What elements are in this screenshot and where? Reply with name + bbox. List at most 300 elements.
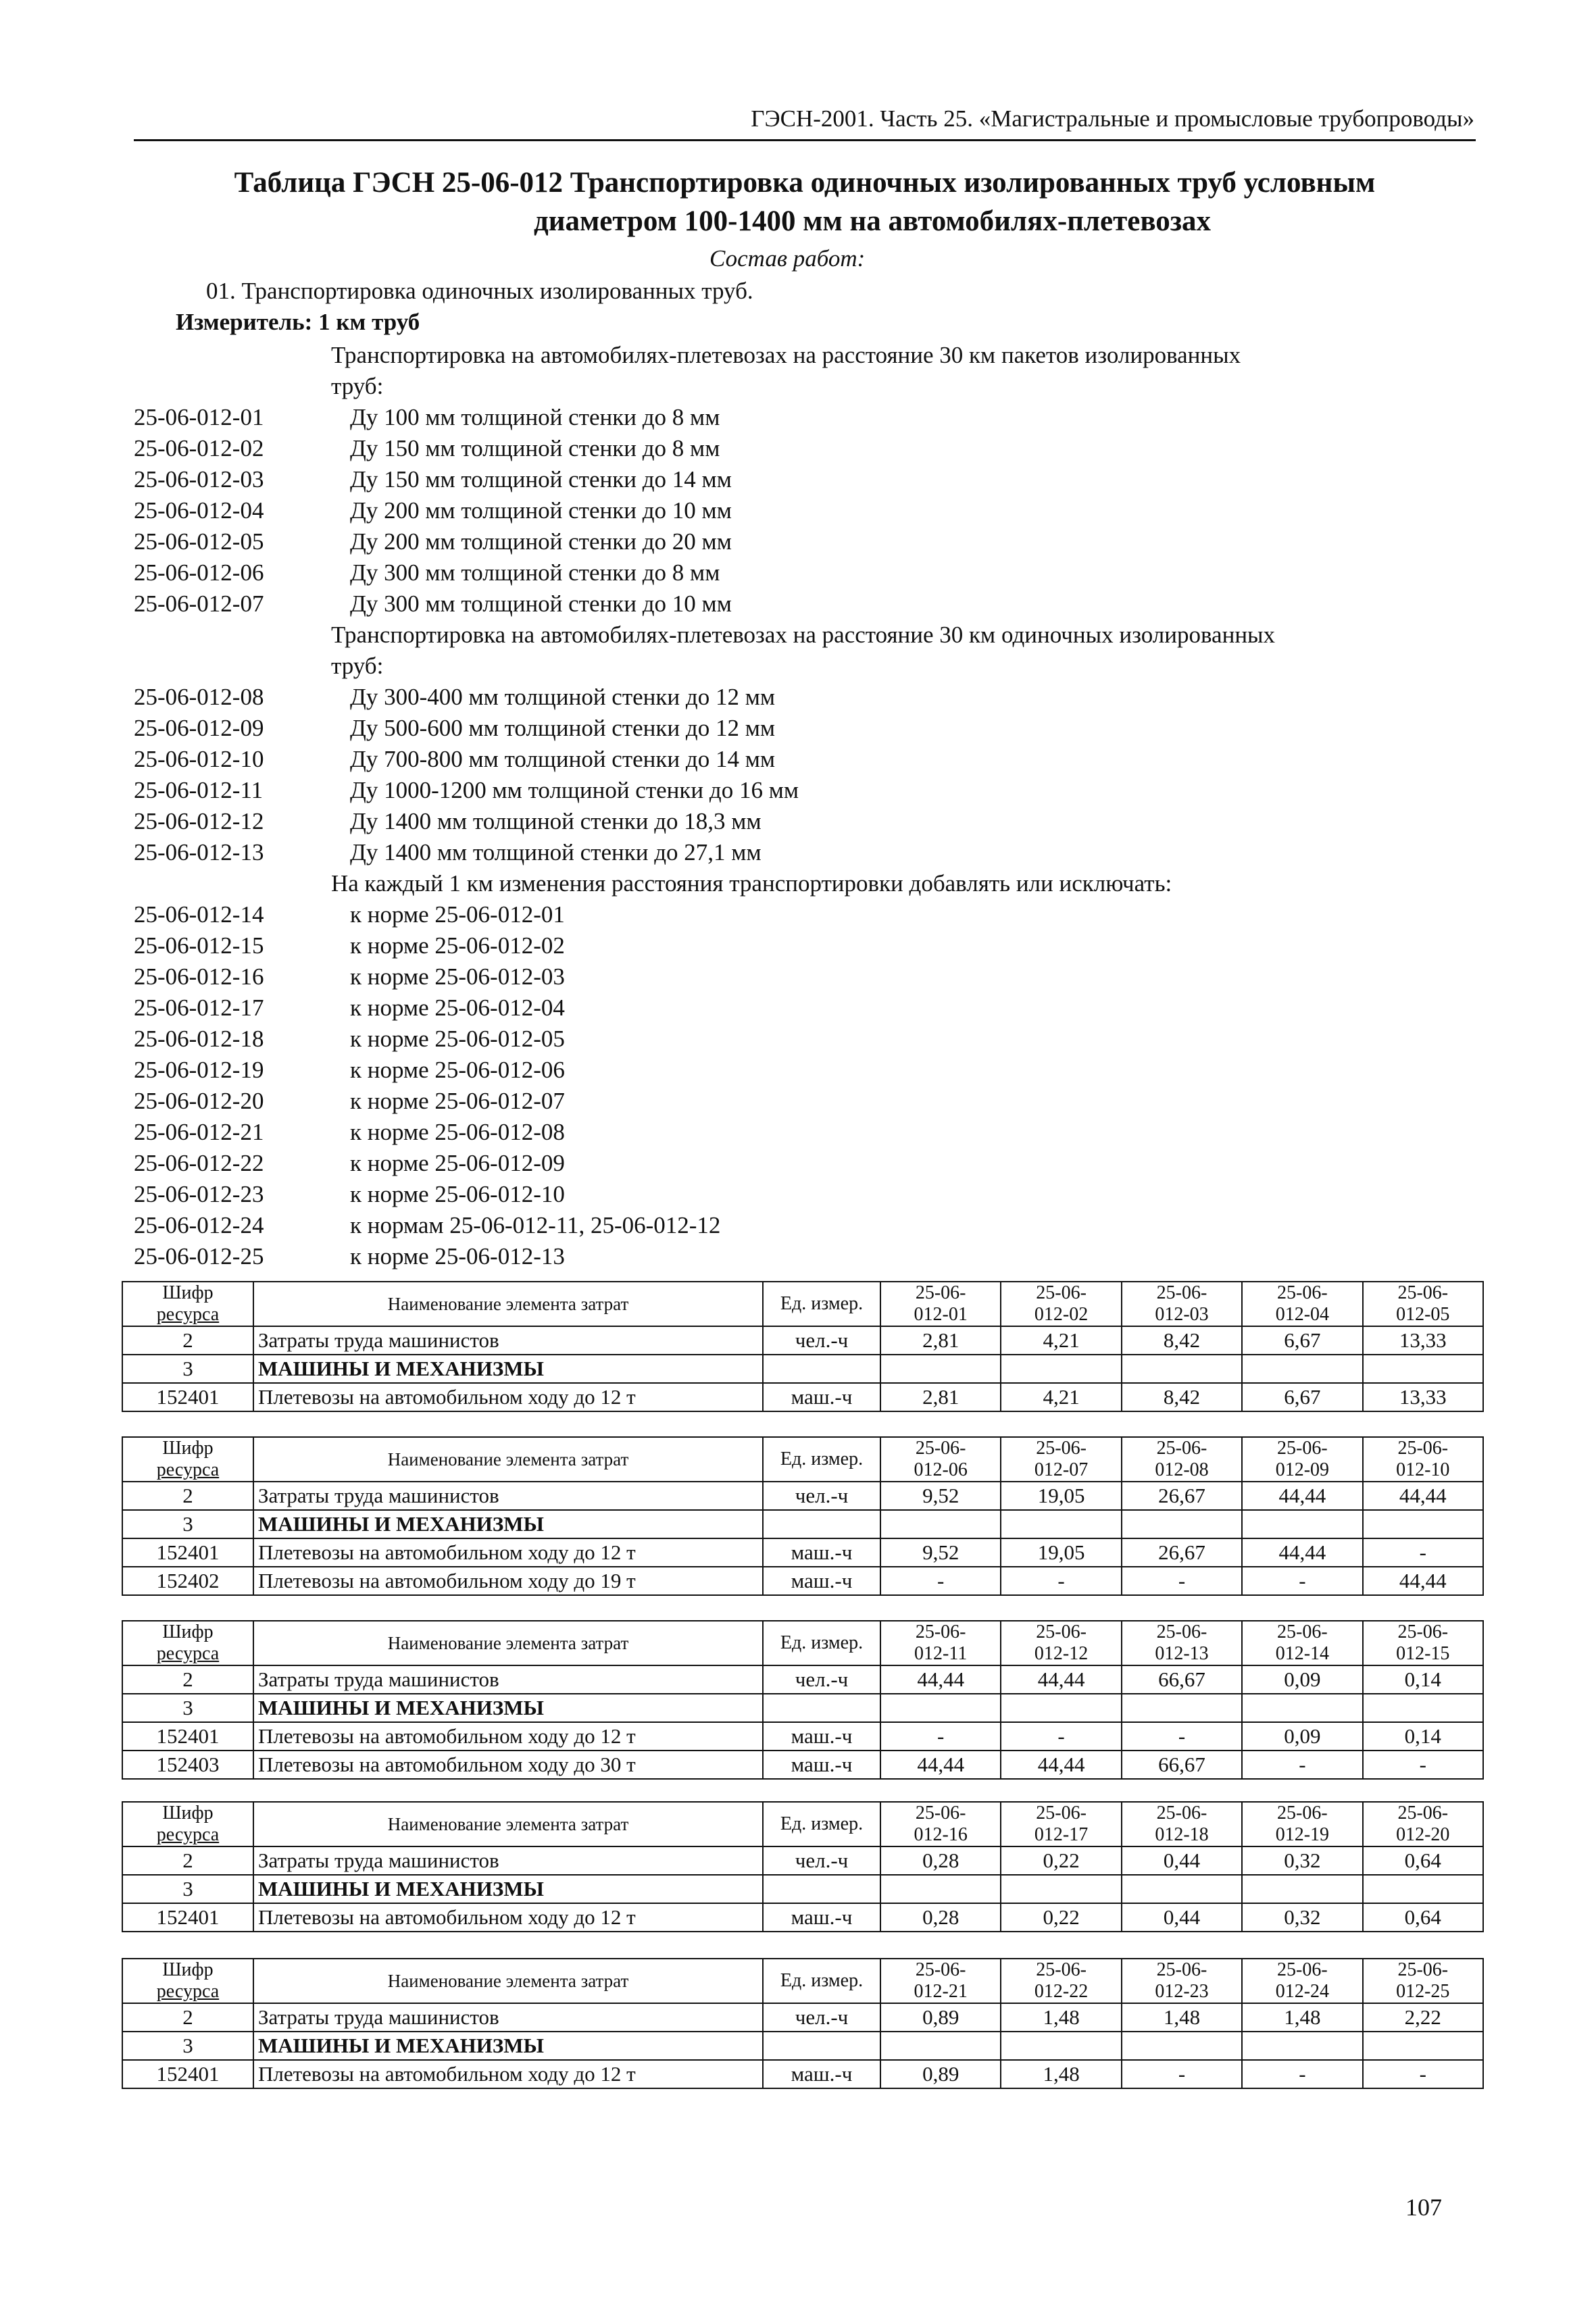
header-norm-cell — [1363, 1282, 1483, 1326]
header-norm-cell — [1242, 1802, 1362, 1846]
norm-item — [134, 1210, 1476, 1241]
cell-code: 3 — [122, 1694, 253, 1722]
cell-code: 2 — [122, 1482, 253, 1510]
norm-code: 25-06-012-03 — [134, 466, 264, 493]
header-name-cell: Наименование элемента затрат — [253, 1802, 763, 1846]
norm-item — [134, 526, 1476, 557]
cell-value: 0,14 — [1363, 1722, 1483, 1751]
cell-value — [880, 1355, 1001, 1383]
norm-prefix: 25-06- — [1277, 1282, 1328, 1303]
norm-prefix: 25-06- — [1156, 1959, 1207, 1980]
cell-value: 0,22 — [1001, 1846, 1121, 1875]
header-code-line: Шифр — [162, 1959, 214, 1980]
norm-suffix: 012-21 — [914, 1981, 968, 2002]
norm-suffix: 012-13 — [1155, 1643, 1209, 1664]
norm-item — [134, 1241, 1476, 1272]
header-code-line: ресурса — [156, 1981, 220, 2002]
header-norm-cell — [880, 1437, 1001, 1482]
cell-value: - — [1363, 2060, 1483, 2088]
table-header-row — [122, 1959, 1483, 2003]
table-row — [122, 2060, 1483, 2088]
norm-suffix: 012-08 — [1155, 1459, 1209, 1480]
norm-item — [134, 899, 1476, 930]
norm-suffix: 012-01 — [914, 1304, 968, 1325]
header-norm-cell — [1001, 1621, 1121, 1665]
cell-unit — [763, 1355, 880, 1383]
cell-value: 9,52 — [880, 1482, 1001, 1510]
cell-value: 0,28 — [880, 1846, 1001, 1875]
header-name-cell: Наименование элемента затрат — [253, 1282, 763, 1326]
group-heading-text: Транспортировка на автомобилях-плетевозах на расстояние 30 км пакетов изолированных — [331, 342, 1241, 368]
norm-prefix: 25-06- — [1277, 1803, 1328, 1823]
cell-unit — [763, 2032, 880, 2060]
norm-code: 25-06-012-11 — [134, 777, 264, 803]
cell-code: 152401 — [122, 2060, 253, 2088]
running-header: ГЭСН-2001. Часть 25. «Магистральные и промысловые трубопроводы» — [751, 105, 1474, 132]
norm-prefix: 25-06- — [1156, 1621, 1207, 1642]
norm-suffix: 012-23 — [1155, 1981, 1209, 2002]
norm-suffix: 012-10 — [1396, 1459, 1450, 1480]
norm-description: Ду 700-800 мм толщиной стенки до 14 мм — [350, 746, 775, 772]
cell-value — [1363, 1510, 1483, 1538]
norm-code: 25-06-012-19 — [134, 1057, 264, 1083]
table-row — [122, 1482, 1483, 1510]
cell-name: Плетевозы на автомобильном ходу до 12 т — [253, 2060, 763, 2088]
norm-code: 25-06-012-01 — [134, 404, 264, 430]
cell-value: 0,44 — [1122, 1903, 1242, 1932]
cell-value: 1,48 — [1122, 2003, 1242, 2032]
cell-value — [1122, 1355, 1242, 1383]
norm-prefix: 25-06- — [915, 1621, 966, 1642]
norm-code: 25-06-012-10 — [134, 746, 264, 772]
header-norm-cell — [1242, 1959, 1362, 2003]
header-norm-cell — [1001, 1282, 1121, 1326]
norm-prefix: 25-06- — [1397, 1438, 1449, 1459]
norm-description: Ду 1400 мм толщиной стенки до 27,1 мм — [350, 839, 762, 865]
header-norm-cell — [1001, 1802, 1121, 1846]
header-code-cell — [122, 1282, 253, 1326]
cell-value: - — [1122, 2060, 1242, 2088]
cell-name: МАШИНЫ И МЕХАНИЗМЫ — [253, 1355, 763, 1383]
norm-description: к норме 25-06-012-07 — [350, 1088, 565, 1114]
cell-value — [880, 1694, 1001, 1722]
norm-prefix: 25-06- — [1156, 1282, 1207, 1303]
header-norm-cell — [880, 1282, 1001, 1326]
cell-code: 2 — [122, 1665, 253, 1694]
header-unit-cell: Ед. измер. — [763, 1282, 880, 1326]
group-heading-text: Транспортировка на автомобилях-плетевозах на расстояние 30 км одиночных изолированных — [331, 622, 1276, 648]
table-header-row — [122, 1282, 1483, 1326]
cell-value: 0,44 — [1122, 1846, 1242, 1875]
table-row — [122, 1567, 1483, 1595]
cell-value — [880, 2032, 1001, 2060]
cell-name: Плетевозы на автомобильном ходу до 12 т — [253, 1383, 763, 1411]
cell-value: 26,67 — [1122, 1482, 1242, 1510]
cell-value: 44,44 — [880, 1751, 1001, 1779]
norm-description: Ду 150 мм толщиной стенки до 14 мм — [350, 466, 732, 493]
norm-list — [134, 340, 1476, 1272]
norm-description: к норме 25-06-012-05 — [350, 1026, 565, 1052]
cell-value: 26,67 — [1122, 1538, 1242, 1567]
norm-code: 25-06-012-14 — [134, 901, 264, 928]
cell-value: 2,81 — [880, 1383, 1001, 1411]
norm-code: 25-06-012-16 — [134, 963, 264, 990]
norm-description: к норме 25-06-012-02 — [350, 932, 565, 959]
cell-value: - — [1363, 1751, 1483, 1779]
cell-value: 0,89 — [880, 2060, 1001, 2088]
norm-prefix: 25-06- — [1036, 1438, 1087, 1459]
norm-description: Ду 300 мм толщиной стенки до 10 мм — [350, 590, 732, 617]
norm-description: Ду 150 мм толщиной стенки до 8 мм — [350, 435, 720, 461]
norm-description: к норме 25-06-012-01 — [350, 901, 565, 928]
table-row — [122, 2032, 1483, 2060]
cell-code: 2 — [122, 1326, 253, 1355]
norm-item — [134, 744, 1476, 775]
cell-code: 3 — [122, 2032, 253, 2060]
cell-value: 9,52 — [880, 1538, 1001, 1567]
norm-code: 25-06-012-08 — [134, 684, 264, 710]
cell-code: 3 — [122, 1875, 253, 1903]
cell-name: МАШИНЫ И МЕХАНИЗМЫ — [253, 1694, 763, 1722]
norm-description: к норме 25-06-012-13 — [350, 1243, 565, 1269]
cell-value: - — [1242, 1751, 1362, 1779]
cell-value: 13,33 — [1363, 1383, 1483, 1411]
norm-item — [134, 495, 1476, 526]
table-row — [122, 1722, 1483, 1751]
table-header-row — [122, 1802, 1483, 1846]
norm-item — [134, 961, 1476, 992]
cell-value: - — [1242, 1567, 1362, 1595]
cell-value — [1242, 1510, 1362, 1538]
header-code-line: Шифр — [162, 1803, 214, 1823]
header-code-cell — [122, 1621, 253, 1665]
norm-code: 25-06-012-22 — [134, 1150, 264, 1176]
norm-description: Ду 500-600 мм толщиной стенки до 12 мм — [350, 715, 775, 741]
norm-prefix: 25-06- — [1277, 1959, 1328, 1980]
cell-unit: маш.-ч — [763, 1383, 880, 1411]
cell-name: Плетевозы на автомобильном ходу до 12 т — [253, 1722, 763, 1751]
cell-name: Затраты труда машинистов — [253, 2003, 763, 2032]
norm-code: 25-06-012-12 — [134, 808, 264, 834]
header-unit-cell: Ед. измер. — [763, 1437, 880, 1482]
norm-item — [134, 557, 1476, 588]
header-norm-cell — [1001, 1959, 1121, 2003]
header-norm-cell — [880, 1802, 1001, 1846]
header-unit-cell: Ед. измер. — [763, 1621, 880, 1665]
cell-value: 19,05 — [1001, 1538, 1121, 1567]
cell-code: 3 — [122, 1510, 253, 1538]
norm-suffix: 012-20 — [1396, 1824, 1450, 1845]
resource-table — [122, 1801, 1484, 1932]
header-name-cell: Наименование элемента затрат — [253, 1621, 763, 1665]
cell-code: 2 — [122, 1846, 253, 1875]
cell-code: 152401 — [122, 1722, 253, 1751]
cell-value: 2,81 — [880, 1326, 1001, 1355]
norm-suffix: 012-11 — [914, 1643, 968, 1664]
table-row — [122, 1694, 1483, 1722]
cell-value: 66,67 — [1122, 1751, 1242, 1779]
cell-code: 2 — [122, 2003, 253, 2032]
norm-item — [134, 1024, 1476, 1055]
cell-value: 0,89 — [880, 2003, 1001, 2032]
norm-description: Ду 200 мм толщиной стенки до 20 мм — [350, 528, 732, 555]
norm-code: 25-06-012-21 — [134, 1119, 264, 1145]
table-header-row — [122, 1621, 1483, 1665]
header-rule — [134, 139, 1476, 141]
norm-item — [134, 775, 1476, 806]
norm-prefix: 25-06- — [1036, 1621, 1087, 1642]
cell-value — [1363, 2032, 1483, 2060]
norm-prefix: 25-06- — [1397, 1803, 1449, 1823]
page-number: 107 — [1405, 2194, 1442, 2221]
norm-item — [134, 992, 1476, 1024]
cell-unit: чел.-ч — [763, 2003, 880, 2032]
norm-suffix: 012-06 — [914, 1459, 968, 1480]
group-heading-text: труб: — [331, 373, 384, 399]
norm-item — [134, 1148, 1476, 1179]
cell-value: 0,64 — [1363, 1846, 1483, 1875]
cell-value: - — [1001, 1722, 1121, 1751]
cell-value: 0,32 — [1242, 1903, 1362, 1932]
resource-table — [122, 1436, 1484, 1596]
norm-description: к норме 25-06-012-04 — [350, 995, 565, 1021]
norm-prefix: 25-06- — [915, 1959, 966, 1980]
cell-value: - — [1122, 1567, 1242, 1595]
norm-suffix: 012-12 — [1034, 1643, 1089, 1664]
norm-code: 25-06-012-09 — [134, 715, 264, 741]
cell-code: 152403 — [122, 1751, 253, 1779]
cell-value: 6,67 — [1242, 1383, 1362, 1411]
cell-value: 0,22 — [1001, 1903, 1121, 1932]
norm-description: к норме 25-06-012-03 — [350, 963, 565, 990]
cell-name: Затраты труда машинистов — [253, 1665, 763, 1694]
header-norm-cell — [1242, 1621, 1362, 1665]
cell-unit: чел.-ч — [763, 1482, 880, 1510]
cell-value: 13,33 — [1363, 1326, 1483, 1355]
cell-value: 0,32 — [1242, 1846, 1362, 1875]
cell-value — [1242, 2032, 1362, 2060]
table-row — [122, 1510, 1483, 1538]
cell-unit: маш.-ч — [763, 2060, 880, 2088]
norm-suffix: 012-17 — [1034, 1824, 1089, 1845]
cell-value: 8,42 — [1122, 1326, 1242, 1355]
norm-item — [134, 930, 1476, 961]
cell-value: 0,09 — [1242, 1722, 1362, 1751]
header-code-line: ресурса — [156, 1643, 220, 1664]
header-code-line: Шифр — [162, 1438, 214, 1459]
norm-suffix: 012-25 — [1396, 1981, 1450, 2002]
cell-name: МАШИНЫ И МЕХАНИЗМЫ — [253, 1510, 763, 1538]
cell-value: 44,44 — [1001, 1751, 1121, 1779]
table-row — [122, 1903, 1483, 1932]
cell-name: Затраты труда машинистов — [253, 1326, 763, 1355]
norm-prefix: 25-06- — [1036, 1282, 1087, 1303]
header-code-line: Шифр — [162, 1621, 214, 1642]
cell-name: Плетевозы на автомобильном ходу до 12 т — [253, 1903, 763, 1932]
table-row — [122, 1846, 1483, 1875]
cell-value — [1122, 1510, 1242, 1538]
norm-code: 25-06-012-23 — [134, 1181, 264, 1207]
cell-value — [1001, 1355, 1121, 1383]
norm-item — [134, 1117, 1476, 1148]
cell-value: - — [1242, 2060, 1362, 2088]
norm-item — [134, 464, 1476, 495]
composition-label: Состав работ: — [709, 245, 866, 272]
cell-value — [1242, 1355, 1362, 1383]
group-heading — [134, 651, 1476, 682]
header-norm-cell — [1363, 1621, 1483, 1665]
norm-description: Ду 1400 мм толщиной стенки до 18,3 мм — [350, 808, 762, 834]
cell-value: 8,42 — [1122, 1383, 1242, 1411]
norm-code: 25-06-012-24 — [134, 1212, 264, 1238]
norm-suffix: 012-19 — [1275, 1824, 1330, 1845]
norm-code: 25-06-012-20 — [134, 1088, 264, 1114]
cell-unit: чел.-ч — [763, 1326, 880, 1355]
norm-suffix: 012-02 — [1034, 1304, 1089, 1325]
group-heading-text: На каждый 1 км изменения расстояния транспортировки добавлять или исключать: — [331, 870, 1172, 897]
cell-code: 152401 — [122, 1383, 253, 1411]
cell-value: 0,28 — [880, 1903, 1001, 1932]
norm-suffix: 012-04 — [1275, 1304, 1330, 1325]
cell-value: 1,48 — [1242, 2003, 1362, 2032]
cell-value: 44,44 — [1001, 1665, 1121, 1694]
norm-description: к норме 25-06-012-10 — [350, 1181, 565, 1207]
norm-prefix: 25-06- — [915, 1803, 966, 1823]
norm-description: Ду 1000-1200 мм толщиной стенки до 16 мм — [350, 777, 799, 803]
table-title — [134, 164, 1476, 241]
header-norm-cell — [1122, 1802, 1242, 1846]
norm-item — [134, 433, 1476, 464]
norm-suffix: 012-16 — [914, 1824, 968, 1845]
table-header-row — [122, 1437, 1483, 1482]
norm-description: Ду 200 мм толщиной стенки до 10 мм — [350, 497, 732, 524]
group-heading — [134, 620, 1476, 651]
header-norm-cell — [1122, 1282, 1242, 1326]
header-code-line: ресурса — [156, 1459, 220, 1480]
header-norm-cell — [1122, 1959, 1242, 2003]
table-row — [122, 2003, 1483, 2032]
norm-suffix: 012-15 — [1396, 1643, 1450, 1664]
cell-value: 4,21 — [1001, 1326, 1121, 1355]
header-code-line: ресурса — [156, 1304, 220, 1325]
cell-unit: чел.-ч — [763, 1665, 880, 1694]
cell-value: 4,21 — [1001, 1383, 1121, 1411]
cell-value: 66,67 — [1122, 1665, 1242, 1694]
header-code-cell — [122, 1802, 253, 1846]
table-row — [122, 1665, 1483, 1694]
norm-suffix: 012-24 — [1275, 1981, 1330, 2002]
cell-value — [1363, 1355, 1483, 1383]
norm-item — [134, 806, 1476, 837]
cell-unit: маш.-ч — [763, 1567, 880, 1595]
cell-value — [1363, 1694, 1483, 1722]
cell-value: 19,05 — [1001, 1482, 1121, 1510]
norm-code: 25-06-012-15 — [134, 932, 264, 959]
norm-code: 25-06-012-17 — [134, 995, 264, 1021]
table-row — [122, 1355, 1483, 1383]
header-norm-cell — [1122, 1621, 1242, 1665]
resource-table — [122, 1281, 1484, 1412]
meter-label: Измеритель: 1 км труб — [176, 309, 420, 335]
cell-name: Затраты труда машинистов — [253, 1482, 763, 1510]
norm-code: 25-06-012-25 — [134, 1243, 264, 1269]
norm-prefix: 25-06- — [1156, 1803, 1207, 1823]
cell-value: 1,48 — [1001, 2060, 1121, 2088]
cell-code: 3 — [122, 1355, 253, 1383]
norm-suffix: 012-22 — [1034, 1981, 1089, 2002]
table-row — [122, 1326, 1483, 1355]
norm-description: Ду 300 мм толщиной стенки до 8 мм — [350, 559, 720, 586]
header-code-line: ресурса — [156, 1824, 220, 1845]
header-norm-cell — [880, 1959, 1001, 2003]
norm-code: 25-06-012-06 — [134, 559, 264, 586]
group-heading-text: труб: — [331, 653, 384, 679]
norm-suffix: 012-18 — [1155, 1824, 1209, 1845]
cell-unit: чел.-ч — [763, 1846, 880, 1875]
norm-code: 25-06-012-02 — [134, 435, 264, 461]
cell-value — [1001, 1694, 1121, 1722]
norm-description: Ду 300-400 мм толщиной стенки до 12 мм — [350, 684, 775, 710]
title-line-1: Таблица ГЭСН 25-06-012 Транспортировка одиночных изолированных труб условным — [234, 167, 1376, 199]
header-norm-cell — [1122, 1437, 1242, 1482]
cell-name: Плетевозы на автомобильном ходу до 30 т — [253, 1751, 763, 1779]
norm-description: к норме 25-06-012-08 — [350, 1119, 565, 1145]
norm-prefix: 25-06- — [1277, 1438, 1328, 1459]
header-name-cell: Наименование элемента затрат — [253, 1437, 763, 1482]
norm-description: к норме 25-06-012-06 — [350, 1057, 565, 1083]
cell-unit: маш.-ч — [763, 1538, 880, 1567]
resource-table — [122, 1620, 1484, 1780]
cell-value — [1242, 1875, 1362, 1903]
cell-name: Затраты труда машинистов — [253, 1846, 763, 1875]
cell-value: 44,44 — [1242, 1538, 1362, 1567]
header-norm-cell — [1242, 1282, 1362, 1326]
norm-suffix: 012-09 — [1275, 1459, 1330, 1480]
cell-value: - — [1122, 1722, 1242, 1751]
cell-value: - — [1001, 1567, 1121, 1595]
cell-value: 2,22 — [1363, 2003, 1483, 2032]
cell-unit: маш.-ч — [763, 1722, 880, 1751]
cell-value: 44,44 — [1363, 1567, 1483, 1595]
cell-value — [1363, 1875, 1483, 1903]
norm-code: 25-06-012-04 — [134, 497, 264, 524]
norm-item — [134, 402, 1476, 433]
cell-value — [1242, 1694, 1362, 1722]
norm-prefix: 25-06- — [915, 1282, 966, 1303]
norm-prefix: 25-06- — [1156, 1438, 1207, 1459]
norm-description: к норме 25-06-012-09 — [350, 1150, 565, 1176]
cell-name: Плетевозы на автомобильном ходу до 19 т — [253, 1567, 763, 1595]
norm-code: 25-06-012-13 — [134, 839, 264, 865]
cell-value — [1001, 1510, 1121, 1538]
cell-value — [1001, 1875, 1121, 1903]
table-row — [122, 1751, 1483, 1779]
cell-value — [1122, 2032, 1242, 2060]
cell-code: 152401 — [122, 1538, 253, 1567]
header-norm-cell — [1242, 1437, 1362, 1482]
norm-item — [134, 1086, 1476, 1117]
norm-prefix: 25-06- — [1397, 1621, 1449, 1642]
cell-code: 152402 — [122, 1567, 253, 1595]
norm-prefix: 25-06- — [1277, 1621, 1328, 1642]
cell-value: - — [880, 1722, 1001, 1751]
group-heading — [134, 868, 1476, 899]
cell-value — [1122, 1875, 1242, 1903]
norm-item — [134, 682, 1476, 713]
norm-prefix: 25-06- — [1036, 1959, 1087, 1980]
norm-code: 25-06-012-18 — [134, 1026, 264, 1052]
cell-value: - — [1363, 1538, 1483, 1567]
